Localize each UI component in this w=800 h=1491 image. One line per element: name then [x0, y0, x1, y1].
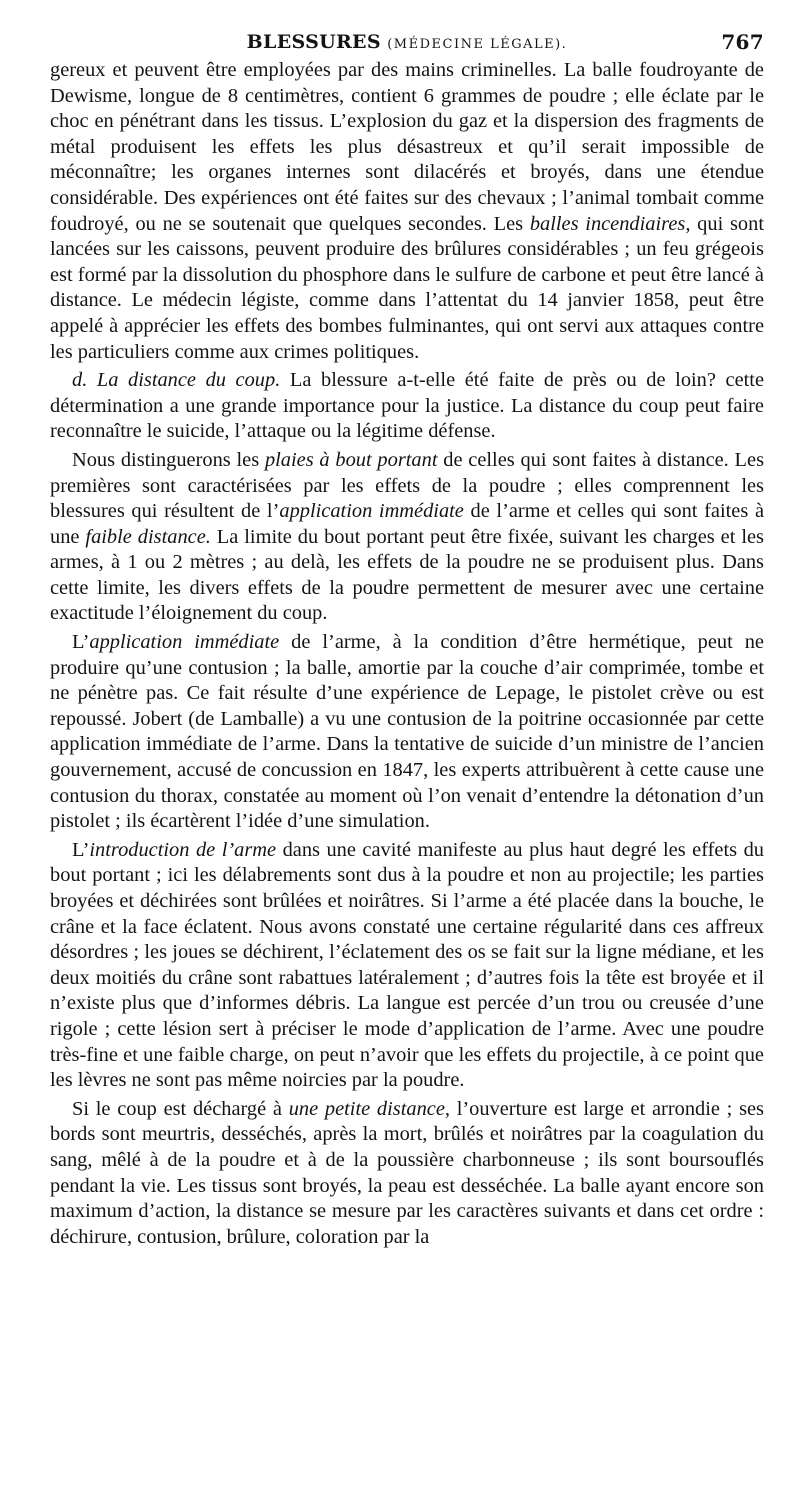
page-number: 767: [721, 30, 764, 54]
italic-text: faible distance.: [85, 525, 211, 548]
paragraph: [50, 58, 764, 365]
text-run: La blessure a-t-elle été faite de près ou de loin? cette détermination a une grande importance pour la justice. La distance du coup peut faire reconnaître le suicide, l’attaque ou la légitime défense.: [50, 369, 765, 443]
text-run: L’: [72, 631, 90, 654]
running-head-subtitle: (MÉDECINE LÉGALE).: [387, 37, 568, 52]
paragraph: [50, 1097, 764, 1251]
paragraph: [50, 448, 764, 627]
text-run: qui sont lancées sur les caissons, peuvent produire des brûlures considérables ; un feu grégeois est formé par la dissolution du phosphore dans le sulfure de carbone et peut être lancé à distance. Le médecin légiste, comme dans l’attentat du 14 janvier 1858, peut être appelé à apprécier les effets des bombes fulminantes, qui ont servi aux attaques contre les particuliers comme aux crimes politiques.: [50, 212, 764, 363]
text-run: gereux et peuvent être employées par des mains criminelles. La balle foudroyante de Dewisme, longue de 8 centimètres, contient 6 grammes de poudre ; elle éclate par le choc en pénétrant dans les tissus. L’explosion du gaz et la dispersion des fragments de métal produisent les effets les plus désastreux et qu’il serait impossible de méconnaître; les organes internes sont dilacérés et broyés, dans une étendue considérable. Des expériences ont été faites sur des chevaux ; l’animal tombait comme foudroyé, ou ne se soutenait que quelques secondes. Les: [50, 59, 764, 235]
text-run: de celles qui sont faites à distance. Les premières sont caractérisées par les effets de la poudre ; elles comprennent les blessures qui résultent de l’: [50, 448, 765, 523]
text-run: l’ouverture est large et arrondie ; ses bords sont meurtris, desséchés, après la mort, brûlés et noirâtres par la coagulation du sang, mêlé à de la poudre et à de la poussière charbonneuse ; ils sont boursouflés pendant la vie. Les tissus sont broyés, la peau est desséchée. La balle ayant encore son maximum d’action, la distance se mesure par les caractères suivants et dans cet ordre : déchirure, contusion, brûlure, coloration par la: [50, 1097, 764, 1248]
text-run: La limite du bout portant peut être fixée, suivant les charges et les armes, à 1 ou 2 mètres ; au delà, les effets de la poudre ne se produisent plus. Dans cette limite, les divers effets de la poudre permettent de mesurer avec une certaine exactitude l’éloignement du coup.: [50, 525, 764, 625]
italic-text: une petite distance,: [288, 1097, 450, 1120]
paragraph: [50, 838, 764, 1094]
running-head-title: BLESSURES: [246, 31, 381, 53]
italic-text: plaies à bout portant: [264, 448, 438, 471]
text-run: Si le coup est déchargé à: [72, 1097, 289, 1120]
text-run: Nous distinguerons les: [72, 448, 265, 471]
italic-text: application immédiate: [279, 500, 464, 523]
text-run: dans une cavité manifeste au plus haut degré les effets du bout portant ; ici les délabrements sont dus à la poudre et non au projectile; les parties broyées et déchirées sont brûlées et noirâtres. Si l’arme a été placée dans la bouche, le crâne et la face éclatent. Nous avons constaté une certaine régularité dans ces affreux désordres ; les joues se déchirent, l’éclatement des os se fait sur la ligne médiane, et les deux moitiés du crâne sont rabattues latéralement ; d’autres fois la tête est broyée et il n’existe plus que d’informes débris. La langue est percée d’un trou ou creusée d’une rigole ; cette lésion sert à préciser le mode d’application de l’arme. Avec une poudre très-fine et une faible charge, on peut n’avoir que les effets du projectile, à ce point que les lèvres ne sont pas même noircies par la poudre.: [50, 838, 764, 1092]
body-text: [50, 58, 764, 1250]
italic-text: balles incendiaires,: [529, 212, 691, 235]
text-run: de l’arme et celles qui sont faites à une: [50, 500, 764, 548]
italic-text: application immédiate: [89, 631, 280, 654]
paragraph: [50, 630, 764, 835]
paragraph: [50, 368, 764, 445]
italic-text: introduction de l’arme: [89, 838, 277, 861]
text-run: L’: [72, 838, 90, 861]
running-head: [50, 26, 764, 58]
italic-text: d. La distance du coup.: [72, 369, 281, 392]
text-run: de l’arme, à la condition d’être hermétique, peut ne produire qu’une contusion ; la balle, amortie par la couche d’air comprimée, tombe et ne pénètre pas. Ce fait résulte d’une expérience de Lepage, le pistolet crève ou est repoussé. Jobert (de Lamballe) a vu une contusion de la poitrine occasionnée par cette application immédiate de l’arme. Dans la tentative de suicide d’un ministre de l’ancien gouvernement, accusé de concussion en 1847, les experts attribuèrent à cette cause une contusion du thorax, constatée au moment où l’on venait d’entendre la détonation d’un pistolet ; ils écartèrent l’idée d’une simulation.: [50, 631, 764, 833]
